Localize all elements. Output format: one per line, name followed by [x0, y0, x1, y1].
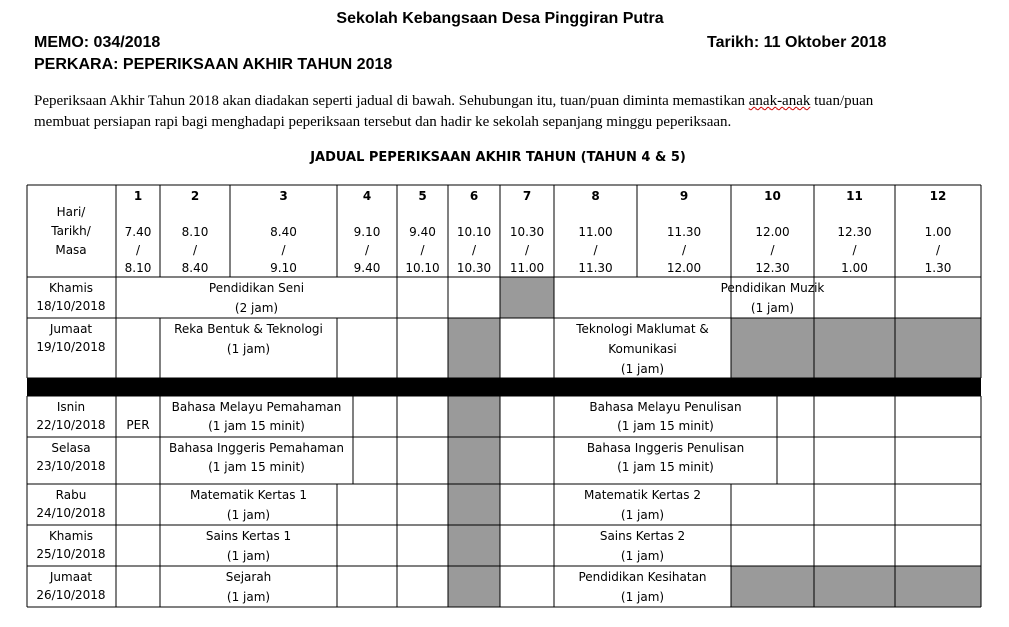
day-label: Isnin	[56, 400, 86, 414]
period-number: 10	[764, 189, 781, 203]
period-number: 7	[522, 189, 532, 203]
exam-subject: (1 jam 15 minit)	[208, 460, 305, 474]
corner-label: Tarikh/	[51, 224, 91, 238]
school-name: Sekolah Kebangsaan Desa Pinggiran Putra	[336, 10, 664, 27]
shaded-cell	[500, 277, 554, 318]
period-end: 10.10	[405, 261, 440, 275]
memo-number: MEMO: 034/2018	[34, 34, 161, 51]
exam-subject: (1 jam 15 minit)	[208, 419, 305, 433]
period-number: 4	[362, 189, 372, 203]
period-start: 9.10	[353, 225, 381, 239]
period-separator: /	[935, 243, 941, 257]
date-label: 19/10/2018	[36, 340, 106, 354]
date-label: 24/10/2018	[36, 506, 106, 520]
week-separator	[27, 378, 981, 396]
period-end: 8.40	[181, 261, 209, 275]
period-end: 11.30	[578, 261, 613, 275]
period-separator: /	[593, 243, 598, 257]
period-end: 9.10	[270, 261, 297, 275]
exam-subject: (2 jam)	[234, 301, 279, 315]
exam-subject: Pendidikan Muzik	[720, 281, 825, 295]
memo-date: Tarikh: 11 Oktober 2018	[707, 34, 887, 51]
exam-subject: Matematik Kertas 2	[584, 488, 701, 502]
date-label: 26/10/2018	[36, 588, 106, 602]
period-start: 10.30	[509, 225, 545, 239]
exam-subject: (1 jam)	[620, 549, 665, 563]
exam-subject: (1 jam)	[226, 342, 271, 356]
period-start: 7.40	[124, 225, 152, 239]
period-end: 8.10	[124, 261, 152, 275]
period-separator: /	[281, 243, 286, 257]
exam-subject: Teknologi Maklumat &	[576, 322, 709, 336]
day-label: Jumaat	[49, 570, 93, 584]
day-label: Jumaat	[49, 322, 93, 336]
shaded-cell	[448, 484, 500, 525]
period-separator: /	[524, 243, 530, 257]
exam-subject: (1 jam 15 minit)	[617, 460, 714, 474]
shaded-cell	[895, 566, 981, 607]
exam-subject: Bahasa Inggeris Pemahaman	[169, 441, 344, 455]
period-separator: /	[420, 243, 425, 257]
period-end: 11.00	[509, 261, 545, 275]
date-label: 23/10/2018	[36, 459, 106, 473]
corner-label: Masa	[55, 243, 87, 257]
paragraph-line1-start: Peperiksaan Akhir Tahun 2018 akan diadakan seperti jadual di bawah. Sehubungan itu, tuan/puan diminta memastikan	[34, 93, 749, 109]
exam-subject: (1 jam 15 minit)	[617, 419, 714, 433]
period-number: 9	[679, 189, 689, 203]
exam-subject: PER	[126, 418, 150, 432]
period-start: 11.00	[578, 225, 613, 239]
day-label: Rabu	[55, 488, 87, 502]
period-number: 3	[279, 189, 288, 203]
period-number: 6	[469, 189, 479, 203]
corner-label: Hari/	[56, 205, 86, 219]
table-title: JADUAL PEPERIKSAAN AKHIR TAHUN (TAHUN 4 & 5)	[310, 150, 686, 165]
period-start: 11.30	[666, 225, 702, 239]
period-number: 1	[133, 189, 143, 203]
exam-subject: (1 jam)	[226, 508, 271, 522]
period-separator: /	[681, 243, 687, 257]
period-end: 9.40	[353, 261, 381, 275]
exam-subject: Bahasa Melayu Penulisan	[589, 400, 742, 414]
period-number: 5	[418, 189, 427, 203]
exam-subject: (1 jam)	[226, 549, 271, 563]
period-number: 8	[591, 189, 600, 203]
shaded-cell	[731, 318, 814, 378]
period-number: 11	[846, 189, 863, 203]
day-label: Khamis	[48, 281, 94, 295]
shaded-cell	[448, 437, 500, 484]
exam-subject: (1 jam)	[620, 590, 665, 604]
period-separator: /	[852, 243, 857, 257]
exam-subject: Sains Kertas 1	[205, 529, 292, 543]
date-label: 22/10/2018	[36, 418, 106, 432]
day-label: Selasa	[51, 441, 91, 455]
exam-subject: Sains Kertas 2	[599, 529, 686, 543]
shaded-cell	[814, 566, 895, 607]
paragraph-line1-end: tuan/puan	[810, 93, 874, 109]
period-start: 1.00	[924, 225, 952, 239]
period-separator: /	[135, 243, 141, 257]
day-label: Khamis	[48, 529, 94, 543]
period-number: 12	[929, 189, 947, 203]
paragraph-line2: membuat persiapan rapi bagi menghadapi peperiksaan tersebut dan hadir ke sekolah sepanjang minggu peperiksaan.	[34, 114, 732, 130]
period-end: 12.00	[666, 261, 702, 275]
period-start: 12.00	[755, 225, 790, 239]
shaded-cell	[448, 396, 500, 437]
shaded-cell	[448, 525, 500, 566]
exam-subject: Bahasa Inggeris Penulisan	[586, 441, 745, 455]
shaded-cell	[895, 318, 981, 378]
period-start: 8.40	[270, 225, 297, 239]
period-separator: /	[364, 243, 370, 257]
exam-subject: Matematik Kertas 1	[190, 488, 307, 502]
period-start: 12.30	[837, 225, 872, 239]
exam-subject: (1 jam)	[226, 590, 271, 604]
exam-subject: (1 jam)	[620, 362, 665, 376]
exam-subject: Komunikasi	[608, 342, 677, 356]
period-end: 1.30	[924, 261, 952, 275]
period-separator: /	[471, 243, 477, 257]
date-label: 18/10/2018	[36, 299, 106, 313]
exam-subject: Pendidikan Kesihatan	[578, 570, 707, 584]
exam-subject: (1 jam)	[620, 508, 665, 522]
period-end: 12.30	[755, 261, 790, 275]
exam-subject: Pendidikan Seni	[208, 281, 305, 295]
period-start: 10.10	[456, 225, 492, 239]
period-separator: /	[192, 243, 198, 257]
date-label: 25/10/2018	[36, 547, 106, 561]
exam-subject: Sejarah	[225, 570, 272, 584]
period-end: 10.30	[456, 261, 492, 275]
period-number: 2	[190, 189, 200, 203]
shaded-cell	[448, 318, 500, 378]
exam-subject: Reka Bentuk & Teknologi	[174, 322, 323, 336]
spellcheck-word[interactable]: anak-anak	[748, 93, 811, 109]
period-start: 8.10	[181, 225, 209, 239]
shaded-cell	[814, 318, 895, 378]
shaded-cell	[448, 566, 500, 607]
memo-subject: PERKARA: PEPERIKSAAN AKHIR TAHUN 2018	[34, 56, 393, 73]
period-start: 9.40	[409, 225, 436, 239]
shaded-cell	[731, 566, 814, 607]
period-end: 1.00	[841, 261, 868, 275]
period-separator: /	[770, 243, 775, 257]
exam-subject: Bahasa Melayu Pemahaman	[171, 400, 342, 414]
exam-subject: (1 jam)	[750, 301, 795, 315]
